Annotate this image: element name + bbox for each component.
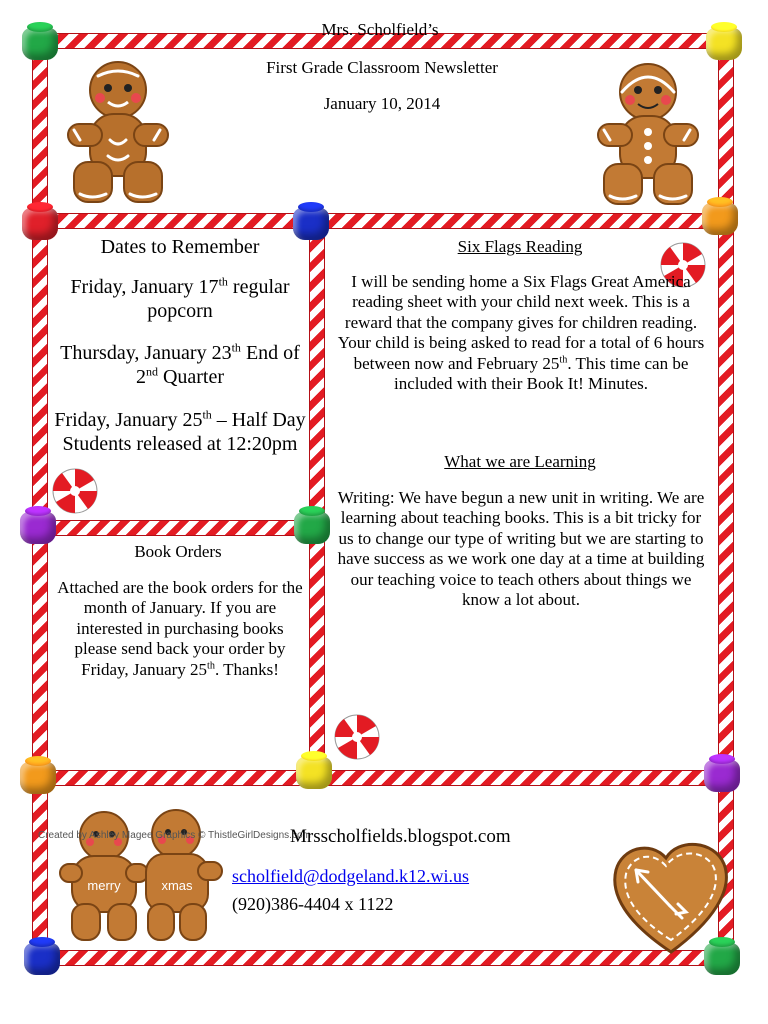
phone-number: (920)386-4404 x 1122 xyxy=(232,894,394,914)
date-item-popcorn: Friday, January 17th regular popcorn xyxy=(70,274,290,322)
gumdrop-orange-icon xyxy=(20,762,56,794)
gingerbread-heart-icon xyxy=(606,830,736,960)
gumdrop-yellow-icon xyxy=(296,757,332,789)
six-flags-body: I will be sending home a Six Flags Great America reading sheet with your child next week. This is a reward that the company gives for children reading. Your child is being asked to read for a total of 6 hours between now and February 25th. This time can be included with their Book It! Minutes. xyxy=(337,272,705,393)
gumdrop-green-icon xyxy=(22,28,58,60)
gumdrop-orange-icon xyxy=(702,203,738,235)
six-flags-heading: Six Flags Reading xyxy=(457,237,583,256)
frame-header-divider-stripe xyxy=(38,213,728,229)
teacher-name: Mrs. Scholfield’s xyxy=(321,20,439,39)
book-orders-heading: Book Orders xyxy=(134,542,222,561)
frame-footer-divider-stripe xyxy=(38,770,728,786)
learning-body: Writing: We have begun a new unit in writing. We are learning about teaching books. This is a bit tricky for us to change our type of writing but we are starting to have success as we work one day at a time at building our teaching voice to teach others about things we know a lot about. xyxy=(337,488,705,609)
gumdrop-purple-icon xyxy=(20,512,56,544)
book-orders-body: Attached are the book orders for the month of January. If you are interested in purchasing books please send back your order by Friday, January 25th. Thanks! xyxy=(57,578,303,679)
email-link[interactable]: scholfield@dodgeland.k12.wi.us xyxy=(232,866,470,886)
newsletter-date: January 10, 2014 xyxy=(323,94,441,113)
date-item-half-day: Friday, January 25th – Half Day Students released at 12:20pm xyxy=(54,407,306,455)
newsletter-title: First Grade Classroom Newsletter xyxy=(266,58,498,77)
gumdrop-purple-icon xyxy=(704,760,740,792)
gingerbread-man-icon xyxy=(596,60,700,210)
frame-left-divider-stripe xyxy=(40,520,322,536)
blog-address[interactable]: Mrsscholfields.blogspot.com xyxy=(290,826,511,847)
gingerbread-man-icon xyxy=(66,58,170,208)
frame-left-stripe xyxy=(32,40,48,965)
gingerbread-left-label: merry xyxy=(87,878,121,893)
peppermint-candy-icon xyxy=(50,466,100,516)
gumdrop-green-icon xyxy=(294,512,330,544)
gingerbread-couple-icon xyxy=(56,808,226,946)
dates-heading: Dates to Remember xyxy=(100,236,260,258)
frame-right-stripe xyxy=(718,40,734,965)
gumdrop-yellow-icon xyxy=(706,28,742,60)
peppermint-candy-icon xyxy=(332,712,382,762)
frame-middle-stripe xyxy=(309,222,325,778)
date-item-quarter-end: Thursday, January 23th End of 2nd Quarter xyxy=(60,340,300,388)
gingerbread-right-label: xmas xyxy=(161,878,193,893)
credit-line: Created by Ashley Magee Graphics © ThistleGirlDesigns.com xyxy=(38,830,311,841)
learning-heading: What we are Learning xyxy=(444,452,596,471)
gumdrop-blue-icon xyxy=(24,943,60,975)
